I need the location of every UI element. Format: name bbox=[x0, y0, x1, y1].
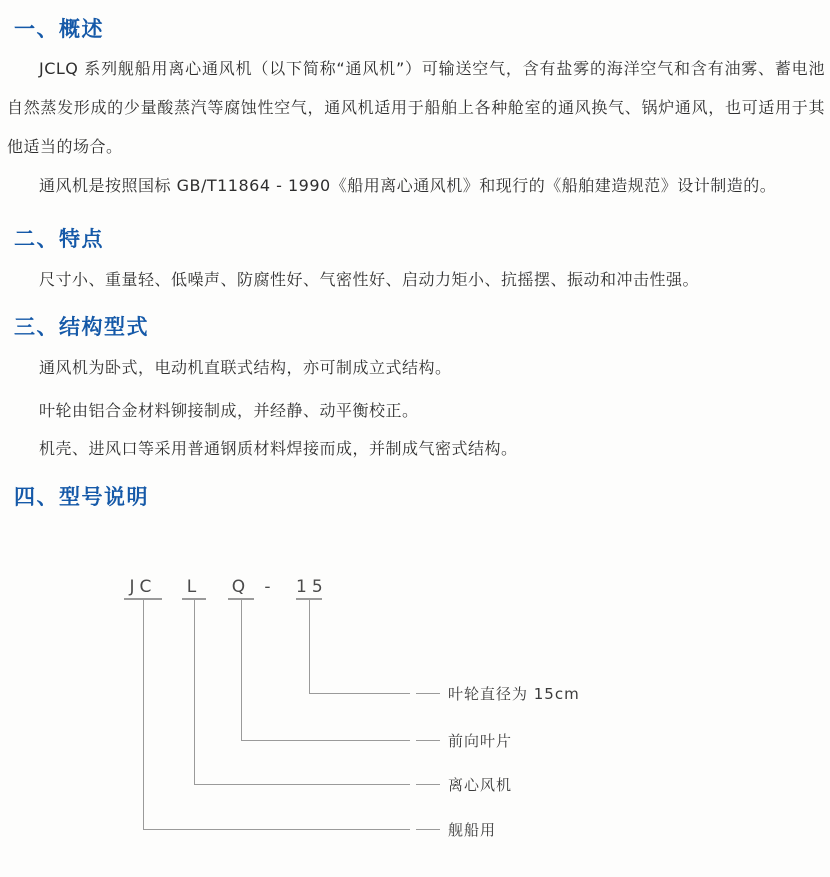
code-label-diameter: 叶轮直径为 15cm bbox=[448, 685, 580, 703]
section-heading-features: 二、特点 bbox=[14, 227, 104, 251]
connector-vline-l bbox=[194, 600, 195, 784]
structure-paragraph-2: 叶轮由铝合金材料铆接制成，并经静、动平衡校正。 bbox=[39, 401, 419, 420]
connector-hline-centrifugal-fan bbox=[194, 784, 410, 785]
section-heading-overview: 一、概述 bbox=[14, 17, 104, 41]
code-part-q: Q bbox=[228, 576, 254, 600]
connector-hline-diameter bbox=[309, 693, 410, 694]
section-heading-structure: 三、结构型式 bbox=[14, 315, 149, 339]
section-heading-model: 四、型号说明 bbox=[14, 485, 149, 509]
overview-paragraph-1: JCLQ 系列舰船用离心通风机（以下简称“通风机”）可输送空气，含有盐雾的海洋空气和含有油雾、蓄电池自然蒸发形成的少量酸蒸汽等腐蚀性空气，通风机适用于船舶上各种舱室的通风换气、锅炉通风，也可适用于其他适当的场合。 bbox=[7, 59, 825, 156]
connector-vline-jc bbox=[143, 600, 144, 829]
connector-tick-forward-blade bbox=[416, 740, 440, 741]
connector-tick-centrifugal-fan bbox=[416, 784, 440, 785]
structure-paragraph-1: 通风机为卧式，电动机直联式结构，亦可制成立式结构。 bbox=[39, 358, 452, 377]
connector-hline-forward-blade bbox=[241, 740, 410, 741]
connector-tick-diameter bbox=[416, 693, 440, 694]
model-designation-diagram bbox=[0, 560, 830, 860]
connector-hline-naval-use bbox=[143, 829, 410, 830]
features-paragraph-1: 尺寸小、重量轻、低噪声、防腐性好、气密性好、启动力矩小、抗摇摆、振动和冲击性强。 bbox=[39, 270, 700, 289]
overview-paragraph-2: 通风机是按照国标 GB/T11864 - 1990《船用离心通风机》和现行的《船舶建造规范》设计制造的。 bbox=[39, 176, 777, 195]
code-part-l: L bbox=[182, 576, 206, 600]
connector-vline-q bbox=[241, 600, 242, 740]
code-label-forward-blade: 前向叶片 bbox=[448, 732, 513, 750]
connector-tick-naval-use bbox=[416, 829, 440, 830]
code-part-dash: - bbox=[264, 577, 276, 597]
connector-vline-size bbox=[309, 600, 310, 693]
structure-paragraph-3: 机壳、进风口等采用普通钢质材料焊接而成，并制成气密式结构。 bbox=[39, 439, 518, 458]
code-part-jc: JC bbox=[124, 576, 162, 600]
code-part-size: 15 bbox=[296, 576, 322, 600]
code-label-centrifugal-fan: 离心风机 bbox=[448, 776, 513, 794]
code-label-naval-use: 舰船用 bbox=[448, 821, 497, 839]
